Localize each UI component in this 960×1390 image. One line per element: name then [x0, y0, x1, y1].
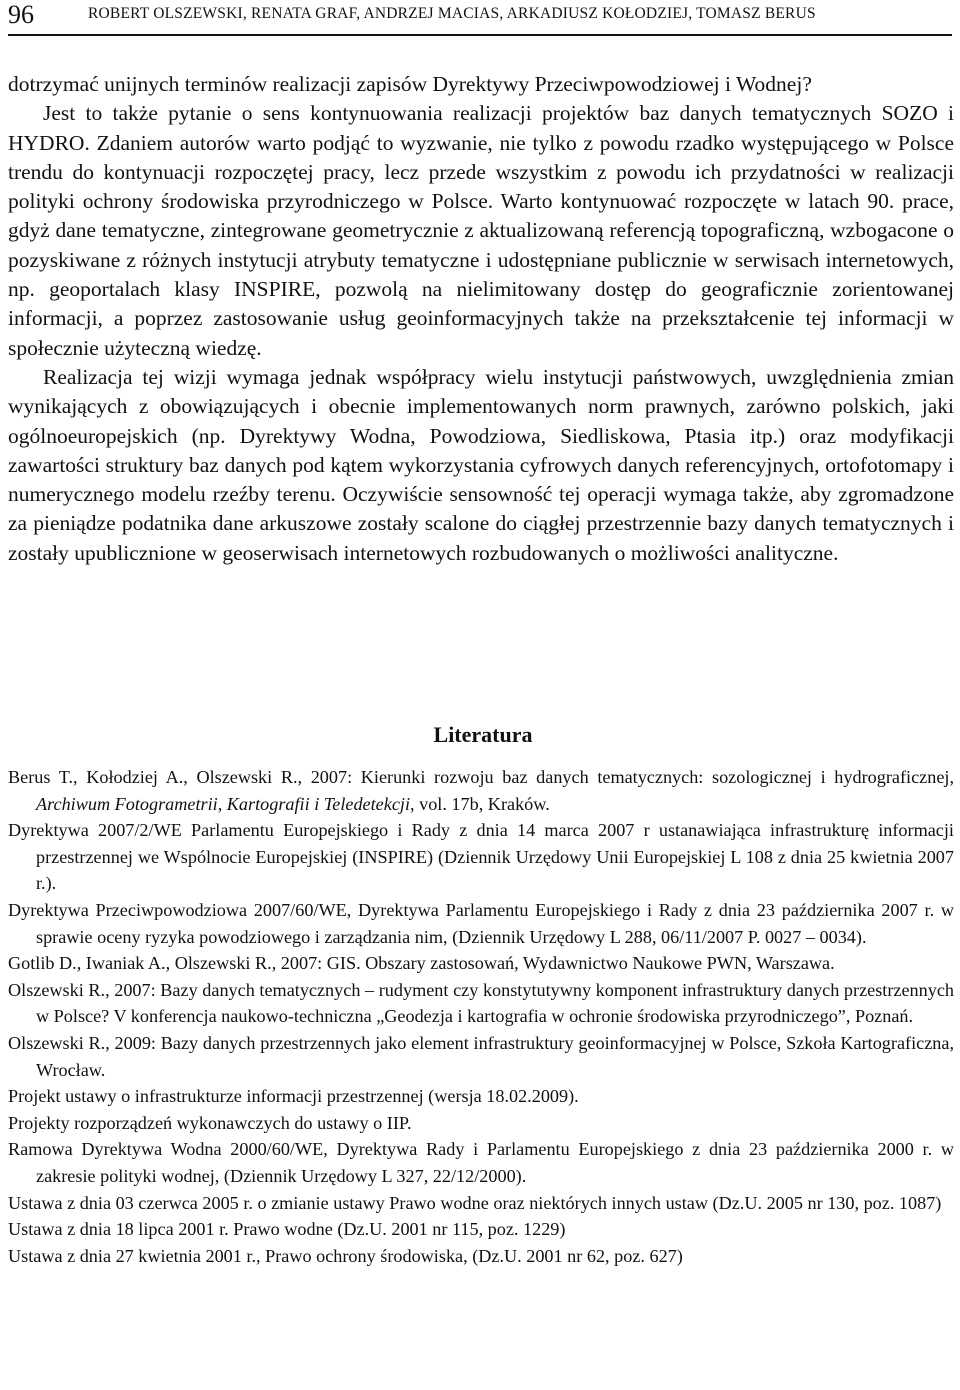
reference-item — [8, 897, 954, 950]
reference-text: Ramowa Dyrektywa Wodna 2000/60/WE, Dyrektywa Rady i Parlamentu Europejskiego z dnia 23 października 2000 r. w zakresie polityki wodnej, (Dziennik Urzędowy L 327, 22/12/2000). — [8, 1139, 954, 1186]
page-header — [8, 0, 952, 36]
reference-text: Olszewski R., 2007: Bazy danych tematycznych – rudyment czy konstytutywny komponent infrastruktury danych przestrzennych w Polsce? V konferencja naukowo-techniczna „Geodezja i kartografia w ochronie środowiska przyrodniczego”, Poznań. — [8, 979, 954, 1027]
reference-text: Ustawa z dnia 18 lipca 2001 r. Prawo wodne (Dz.U. 2001 nr 115, poz. 1229) — [8, 1219, 566, 1240]
reference-item — [8, 1216, 954, 1243]
reference-item — [8, 817, 954, 897]
reference-list — [8, 764, 954, 1269]
reference-text: Projekty rozporządzeń wykonawczych do ustawy o IIP. — [8, 1112, 412, 1133]
page-number: 96 — [8, 0, 34, 29]
body-text — [8, 70, 954, 568]
reference-item — [8, 1190, 954, 1217]
reference-text: Dyrektywa Przeciwpowodziowa 2007/60/WE, Dyrektywa Parlamentu Europejskiego i Rady z dnia 23 października 2007 r. w sprawie oceny ryzyka powodziowego i zarządzania nim, (Dziennik Urzędowy L 288, 06/11/2007 P. 0027 – 0034). — [8, 899, 954, 947]
reference-text: Ustawa z dnia 03 czerwca 2005 r. o zmianie ustawy Prawo wodne oraz niektórych innych ustaw (Dz.U. 2005 nr 130, poz. 1087) — [8, 1192, 942, 1213]
running-head-authors: ROBERT OLSZEWSKI, RENATA GRAF, ANDRZEJ MACIAS, ARKADIUSZ KOŁODZIEJ, TOMASZ BERUS — [88, 5, 816, 22]
reference-text: Gotlib D., Iwaniak A., Olszewski R., 2007: GIS. Obszary zastosowań, Wydawnictwo Naukowe PWN, Warszawa. — [8, 953, 835, 974]
reference-text: Dyrektywa 2007/2/WE Parlamentu Europejskiego i Rady z dnia 14 marca 2007 r ustanawiająca infrastrukturę informacji przestrzennej we Wspólnocie Europejskiej (INSPIRE) (Dziennik Urzędowy Unii Europejskiej L 108 z dnia 25 kwietnia 2007 r.). — [8, 820, 954, 894]
reference-item — [8, 1030, 954, 1083]
reference-text: Berus T., Kołodziej A., Olszewski R., 2007: Kierunki rozwoju baz danych tematycznych: sozologicznej i hydrograficznej, — [8, 767, 954, 787]
section-title-literatura: Literatura — [433, 722, 533, 747]
paragraph: Jest to także pytanie o sens kontynuowania realizacji projektów baz danych tematycznych SOZO i HYDRO. Zdaniem autorów warto podjąć to wyzwanie, nie tylko z powodu rzadko występującego w Polsce trendu do kontynuacji rozpoczętej pracy, lecz przede wszystkim z powodu ich przydatności w realizacji polityki ochrony środowiska przyrodniczego w Polsce. Warto kontynuować rozpoczęte w latach 90. prace, gdyż dane tematyczne, zintegrowane geometrycznie z aktualizowaną referencją topograficzną, wzbogacone o pozyskiwane z różnych instytucji atrybuty tematyczne i udostępniane publicznie w serwisach internetowych, np. geoportalach klasy INSPIRE, pozwolą na nielimitowany dostęp do geograficznie zorientowanej informacji, a poprzez zastosowanie usług geoinformacyjnych także na przekształcenie tej informacji w społecznie użyteczną wiedzę. — [8, 101, 954, 360]
reference-item — [8, 950, 954, 977]
reference-journal-title: Archiwum Fotogrametrii, Kartografii i Teledetekcji — [36, 793, 410, 814]
reference-text: Projekt ustawy o infrastrukturze informacji przestrzennej (wersja 18.02.2009). — [8, 1086, 579, 1107]
reference-text: Olszewski R., 2009: Bazy danych przestrzennych jako element infrastruktury geoinformacyjnej w Polsce, Szkoła Kartograficzna, Wrocław. — [8, 1032, 954, 1080]
reference-item — [8, 1083, 954, 1110]
reference-item — [8, 764, 954, 817]
paragraph: Realizacja tej wizji wymaga jednak współpracy wielu instytucji państwowych, uwzględnienia zmian wynikających z obowiązujących i obecnie implementowanych norm prawnych, zarówno polskich, jaki ogólnoeuropejskich (np. Dyrektywy Wodna, Powodziowa, Siedliskowa, Ptasia itp.) oraz modyfikacji zawartości struktury baz danych pod kątem wykorzystania cyfrowych danych referencyjnych, ortofotomapy i numerycznego modelu rzeźby terenu. Oczywiście sensowność tej operacji wymaga także, aby zgromadzone za pieniądze podatnika dane arkuszowe zostały scalone do ciągłej przestrzennie bazy danych tematycznych i zostały upublicznione w geoserwisach internetowych rozbudowanych o możliwości analityczne. — [8, 364, 954, 565]
reference-text: Ustawa z dnia 27 kwietnia 2001 r., Prawo ochrony środowiska, (Dz.U. 2001 nr 62, poz. 627) — [8, 1245, 683, 1266]
reference-item — [8, 1243, 954, 1270]
reference-item — [8, 1136, 954, 1189]
paragraph: dotrzymać unijnych terminów realizacji zapisów Dyrektywy Przeciwpowodziowej i Wodnej? — [8, 72, 812, 96]
reference-text-end: , vol. 17b, Kraków. — [410, 793, 550, 814]
reference-item — [8, 1110, 954, 1137]
reference-item — [8, 977, 954, 1030]
